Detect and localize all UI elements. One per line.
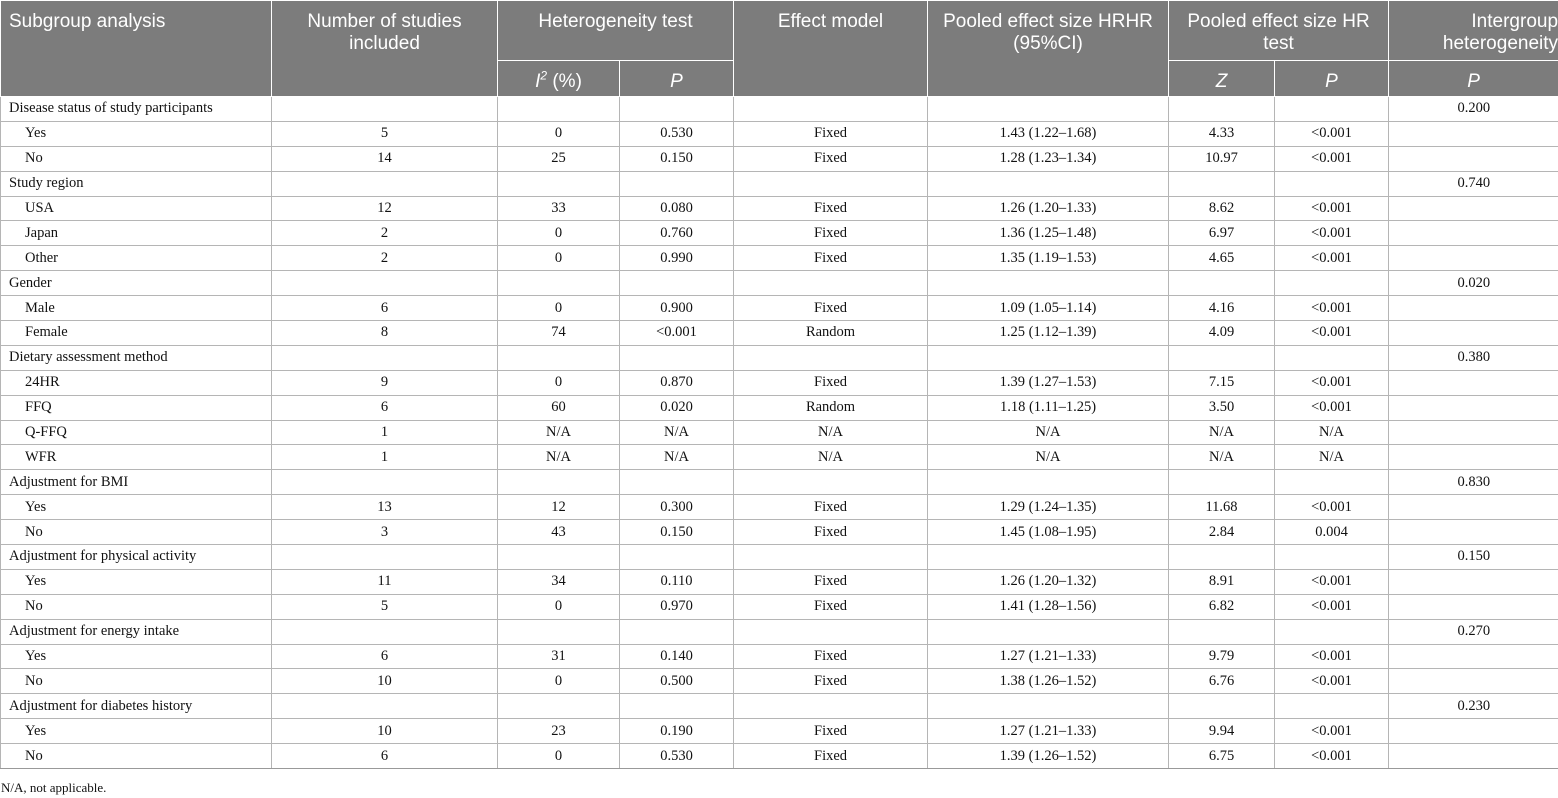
i2-cell: 0 — [498, 594, 620, 619]
hr-p-cell: <0.001 — [1275, 644, 1389, 669]
num-studies-cell: 13 — [272, 495, 498, 520]
header-heterogeneity-p: P — [620, 61, 734, 97]
z-cell — [1169, 271, 1275, 296]
z-cell: 4.65 — [1169, 246, 1275, 271]
num-studies-cell: 6 — [272, 644, 498, 669]
group-row — [1, 619, 1558, 644]
subgroup-row — [1, 445, 1558, 470]
header-i2 — [498, 61, 620, 97]
header-hr-p: P — [1275, 61, 1389, 97]
pooled-hr-cell — [928, 545, 1169, 570]
heterogeneity-p-cell: 0.190 — [620, 719, 734, 744]
num-studies-cell: 1 — [272, 420, 498, 445]
subgroup-row — [1, 719, 1558, 744]
pooled-hr-cell: 1.39 (1.26–1.52) — [928, 744, 1169, 769]
subgroup-row — [1, 221, 1558, 246]
header-i2-unit: (%) — [547, 71, 582, 92]
heterogeneity-p-cell: 0.530 — [620, 744, 734, 769]
hr-p-cell: <0.001 — [1275, 719, 1389, 744]
num-studies-cell — [272, 694, 498, 719]
num-studies-cell: 5 — [272, 594, 498, 619]
group-row — [1, 694, 1558, 719]
pooled-hr-cell — [928, 470, 1169, 495]
effect-model-cell — [734, 470, 928, 495]
hr-p-cell: <0.001 — [1275, 221, 1389, 246]
group-label: Adjustment for physical activity — [1, 545, 272, 570]
num-studies-cell: 9 — [272, 370, 498, 395]
num-studies-cell: 1 — [272, 445, 498, 470]
heterogeneity-p-cell: 0.150 — [620, 146, 734, 171]
intergroup-p-cell — [1389, 296, 1558, 321]
subgroup-label: No — [1, 146, 272, 171]
header-subgroup-analysis: Subgroup analysis — [1, 1, 272, 97]
intergroup-p-cell — [1389, 669, 1558, 694]
effect-model-cell: Fixed — [734, 569, 928, 594]
heterogeneity-p-cell — [620, 470, 734, 495]
num-studies-cell: 12 — [272, 196, 498, 221]
num-studies-cell: 3 — [272, 520, 498, 545]
intergroup-p-cell: 0.380 — [1389, 345, 1558, 370]
z-cell: 8.62 — [1169, 196, 1275, 221]
effect-model-cell: Fixed — [734, 520, 928, 545]
hr-p-cell: <0.001 — [1275, 669, 1389, 694]
effect-model-cell: Random — [734, 321, 928, 346]
group-label: Adjustment for BMI — [1, 470, 272, 495]
pooled-hr-cell: 1.27 (1.21–1.33) — [928, 719, 1169, 744]
header-i2-letter: I — [535, 71, 541, 92]
pooled-hr-cell: 1.09 (1.05–1.14) — [928, 296, 1169, 321]
i2-cell — [498, 619, 620, 644]
z-cell: 6.76 — [1169, 669, 1275, 694]
header-intergroup-p: P — [1389, 61, 1558, 97]
table-header — [1, 1, 1558, 97]
subgroup-label: Yes — [1, 569, 272, 594]
i2-cell: 33 — [498, 196, 620, 221]
z-cell: 3.50 — [1169, 395, 1275, 420]
num-studies-cell — [272, 345, 498, 370]
heterogeneity-p-cell: N/A — [620, 445, 734, 470]
i2-cell: 31 — [498, 644, 620, 669]
z-cell: 4.09 — [1169, 321, 1275, 346]
effect-model-cell — [734, 545, 928, 570]
subgroup-row — [1, 569, 1558, 594]
effect-model-cell: N/A — [734, 420, 928, 445]
i2-cell: 0 — [498, 221, 620, 246]
intergroup-p-cell — [1389, 246, 1558, 271]
hr-p-cell: <0.001 — [1275, 196, 1389, 221]
heterogeneity-p-cell: 0.870 — [620, 370, 734, 395]
heterogeneity-p-cell: 0.990 — [620, 246, 734, 271]
pooled-hr-cell: 1.26 (1.20–1.32) — [928, 569, 1169, 594]
pooled-hr-cell: 1.35 (1.19–1.53) — [928, 246, 1169, 271]
pooled-hr-cell: 1.36 (1.25–1.48) — [928, 221, 1169, 246]
hr-p-cell: <0.001 — [1275, 121, 1389, 146]
hr-p-cell — [1275, 545, 1389, 570]
intergroup-p-cell — [1389, 146, 1558, 171]
z-cell — [1169, 619, 1275, 644]
num-studies-cell: 2 — [272, 221, 498, 246]
effect-model-cell: Fixed — [734, 221, 928, 246]
subgroup-label: Yes — [1, 644, 272, 669]
subgroup-row — [1, 296, 1558, 321]
heterogeneity-p-cell — [620, 545, 734, 570]
subgroup-row — [1, 669, 1558, 694]
header-effect-model: Effect model — [734, 1, 928, 97]
intergroup-p-cell — [1389, 719, 1558, 744]
effect-model-cell: Fixed — [734, 370, 928, 395]
pooled-hr-cell: 1.25 (1.12–1.39) — [928, 321, 1169, 346]
subgroup-row — [1, 594, 1558, 619]
i2-cell: 12 — [498, 495, 620, 520]
hr-p-cell — [1275, 619, 1389, 644]
pooled-hr-cell: 1.38 (1.26–1.52) — [928, 669, 1169, 694]
i2-cell — [498, 694, 620, 719]
i2-cell: 25 — [498, 146, 620, 171]
heterogeneity-p-cell: 0.150 — [620, 520, 734, 545]
table-footnote: N/A, not applicable. — [1, 780, 107, 795]
num-studies-cell — [272, 470, 498, 495]
intergroup-p-cell: 0.020 — [1389, 271, 1558, 296]
heterogeneity-p-cell: 0.900 — [620, 296, 734, 321]
hr-p-cell — [1275, 470, 1389, 495]
heterogeneity-p-cell: 0.110 — [620, 569, 734, 594]
effect-model-cell: Fixed — [734, 669, 928, 694]
subgroup-row — [1, 146, 1558, 171]
i2-cell — [498, 171, 620, 196]
hr-p-cell: N/A — [1275, 445, 1389, 470]
intergroup-p-cell — [1389, 520, 1558, 545]
group-label: Dietary assessment method — [1, 345, 272, 370]
num-studies-cell — [272, 545, 498, 570]
z-cell: 9.94 — [1169, 719, 1275, 744]
z-cell: 7.15 — [1169, 370, 1275, 395]
num-studies-cell — [272, 171, 498, 196]
hr-p-cell: 0.004 — [1275, 520, 1389, 545]
hr-p-cell: <0.001 — [1275, 370, 1389, 395]
subgroup-label: Yes — [1, 719, 272, 744]
pooled-hr-cell: N/A — [928, 420, 1169, 445]
intergroup-p-cell — [1389, 445, 1558, 470]
hr-p-cell: <0.001 — [1275, 569, 1389, 594]
pooled-hr-cell: 1.28 (1.23–1.34) — [928, 146, 1169, 171]
heterogeneity-p-cell — [620, 271, 734, 296]
num-studies-cell: 8 — [272, 321, 498, 346]
subgroup-row — [1, 246, 1558, 271]
heterogeneity-p-cell — [620, 345, 734, 370]
intergroup-p-cell: 0.230 — [1389, 694, 1558, 719]
z-cell — [1169, 171, 1275, 196]
effect-model-cell: Fixed — [734, 296, 928, 321]
effect-model-cell: N/A — [734, 445, 928, 470]
effect-model-cell: Fixed — [734, 196, 928, 221]
pooled-hr-cell — [928, 345, 1169, 370]
hr-p-cell: <0.001 — [1275, 296, 1389, 321]
effect-model-cell: Fixed — [734, 594, 928, 619]
effect-model-cell: Fixed — [734, 146, 928, 171]
subgroup-row — [1, 321, 1558, 346]
pooled-hr-cell — [928, 97, 1169, 122]
group-row — [1, 171, 1558, 196]
z-cell: 10.97 — [1169, 146, 1275, 171]
i2-cell — [498, 271, 620, 296]
pooled-hr-cell: 1.43 (1.22–1.68) — [928, 121, 1169, 146]
i2-cell — [498, 545, 620, 570]
i2-cell: N/A — [498, 420, 620, 445]
num-studies-cell: 10 — [272, 669, 498, 694]
subgroup-label: USA — [1, 196, 272, 221]
group-row — [1, 97, 1558, 122]
pooled-hr-cell — [928, 619, 1169, 644]
effect-model-cell — [734, 619, 928, 644]
intergroup-p-cell — [1389, 221, 1558, 246]
z-cell: 4.16 — [1169, 296, 1275, 321]
num-studies-cell: 11 — [272, 569, 498, 594]
effect-model-cell: Fixed — [734, 246, 928, 271]
num-studies-cell: 6 — [272, 744, 498, 769]
pooled-hr-cell: 1.29 (1.24–1.35) — [928, 495, 1169, 520]
group-row — [1, 470, 1558, 495]
pooled-hr-cell — [928, 271, 1169, 296]
intergroup-p-cell: 0.270 — [1389, 619, 1558, 644]
subgroup-label: No — [1, 669, 272, 694]
i2-cell: 0 — [498, 744, 620, 769]
heterogeneity-p-cell — [620, 619, 734, 644]
heterogeneity-p-cell: 0.970 — [620, 594, 734, 619]
hr-p-cell: <0.001 — [1275, 395, 1389, 420]
effect-model-cell: Random — [734, 395, 928, 420]
hr-p-cell — [1275, 694, 1389, 719]
hr-p-cell: <0.001 — [1275, 744, 1389, 769]
i2-cell: 43 — [498, 520, 620, 545]
z-cell: 9.79 — [1169, 644, 1275, 669]
i2-cell: N/A — [498, 445, 620, 470]
subgroup-label: No — [1, 744, 272, 769]
z-cell — [1169, 345, 1275, 370]
pooled-hr-cell: 1.41 (1.28–1.56) — [928, 594, 1169, 619]
subgroup-label: Other — [1, 246, 272, 271]
heterogeneity-p-cell: 0.500 — [620, 669, 734, 694]
num-studies-cell — [272, 271, 498, 296]
subgroup-label: Japan — [1, 221, 272, 246]
pooled-hr-cell — [928, 171, 1169, 196]
z-cell: 8.91 — [1169, 569, 1275, 594]
z-cell: N/A — [1169, 445, 1275, 470]
effect-model-cell — [734, 345, 928, 370]
intergroup-p-cell — [1389, 594, 1558, 619]
hr-p-cell: <0.001 — [1275, 246, 1389, 271]
subgroup-row — [1, 495, 1558, 520]
header-pooled-effect-size: Pooled effect size HRHR (95%CI) — [928, 1, 1169, 97]
group-label: Gender — [1, 271, 272, 296]
subgroup-label: WFR — [1, 445, 272, 470]
subgroup-label: 24HR — [1, 370, 272, 395]
effect-model-cell — [734, 271, 928, 296]
heterogeneity-p-cell — [620, 97, 734, 122]
subgroup-label: FFQ — [1, 395, 272, 420]
subgroup-row — [1, 744, 1558, 769]
effect-model-cell: Fixed — [734, 719, 928, 744]
pooled-hr-cell — [928, 694, 1169, 719]
header-intergroup-heterogeneity: Intergroup heterogeneity — [1389, 1, 1558, 61]
pooled-hr-cell: N/A — [928, 445, 1169, 470]
table-body — [1, 97, 1558, 769]
i2-cell: 0 — [498, 296, 620, 321]
hr-p-cell: <0.001 — [1275, 495, 1389, 520]
z-cell: 6.75 — [1169, 744, 1275, 769]
i2-cell: 0 — [498, 121, 620, 146]
heterogeneity-p-cell — [620, 171, 734, 196]
num-studies-cell: 2 — [272, 246, 498, 271]
subgroup-label: Yes — [1, 121, 272, 146]
heterogeneity-p-cell: 0.020 — [620, 395, 734, 420]
intergroup-p-cell: 0.150 — [1389, 545, 1558, 570]
subgroup-row — [1, 121, 1558, 146]
subgroup-row — [1, 420, 1558, 445]
hr-p-cell: <0.001 — [1275, 594, 1389, 619]
i2-cell — [498, 470, 620, 495]
intergroup-p-cell — [1389, 644, 1558, 669]
group-row — [1, 345, 1558, 370]
header-pooled-hr-test: Pooled effect size HR test — [1169, 1, 1389, 61]
i2-cell — [498, 97, 620, 122]
pooled-hr-cell: 1.27 (1.21–1.33) — [928, 644, 1169, 669]
z-cell: N/A — [1169, 420, 1275, 445]
num-studies-cell: 10 — [272, 719, 498, 744]
heterogeneity-p-cell: <0.001 — [620, 321, 734, 346]
z-cell — [1169, 470, 1275, 495]
i2-cell: 60 — [498, 395, 620, 420]
header-i2-superscript: 2 — [540, 68, 548, 83]
effect-model-cell: Fixed — [734, 495, 928, 520]
hr-p-cell — [1275, 271, 1389, 296]
z-cell — [1169, 694, 1275, 719]
heterogeneity-p-cell: 0.080 — [620, 196, 734, 221]
pooled-hr-cell: 1.26 (1.20–1.33) — [928, 196, 1169, 221]
i2-cell: 34 — [498, 569, 620, 594]
z-cell: 6.97 — [1169, 221, 1275, 246]
intergroup-p-cell — [1389, 395, 1558, 420]
intergroup-p-cell — [1389, 420, 1558, 445]
effect-model-cell: Fixed — [734, 744, 928, 769]
z-cell — [1169, 545, 1275, 570]
intergroup-p-cell — [1389, 121, 1558, 146]
subgroup-label: No — [1, 520, 272, 545]
hr-p-cell — [1275, 345, 1389, 370]
hr-p-cell — [1275, 97, 1389, 122]
hr-p-cell: <0.001 — [1275, 146, 1389, 171]
subgroup-label: Yes — [1, 495, 272, 520]
hr-p-cell — [1275, 171, 1389, 196]
heterogeneity-p-cell: 0.530 — [620, 121, 734, 146]
intergroup-p-cell — [1389, 321, 1558, 346]
heterogeneity-p-cell: 0.300 — [620, 495, 734, 520]
effect-model-cell — [734, 171, 928, 196]
heterogeneity-p-cell — [620, 694, 734, 719]
intergroup-p-cell — [1389, 196, 1558, 221]
header-heterogeneity-test: Heterogeneity test — [498, 1, 734, 61]
subgroup-row — [1, 395, 1558, 420]
subgroup-row — [1, 370, 1558, 395]
heterogeneity-p-cell: N/A — [620, 420, 734, 445]
num-studies-cell — [272, 619, 498, 644]
effect-model-cell — [734, 694, 928, 719]
header-number-of-studies: Number of studies included — [272, 1, 498, 97]
intergroup-p-cell — [1389, 495, 1558, 520]
z-cell: 2.84 — [1169, 520, 1275, 545]
i2-cell: 0 — [498, 370, 620, 395]
z-cell: 4.33 — [1169, 121, 1275, 146]
group-label: Adjustment for energy intake — [1, 619, 272, 644]
subgroup-row — [1, 520, 1558, 545]
group-row — [1, 545, 1558, 570]
subgroup-label: Q-FFQ — [1, 420, 272, 445]
subgroup-label: Male — [1, 296, 272, 321]
group-label: Disease status of study participants — [1, 97, 272, 122]
intergroup-p-cell — [1389, 744, 1558, 769]
group-label: Adjustment for diabetes history — [1, 694, 272, 719]
hr-p-cell: N/A — [1275, 420, 1389, 445]
intergroup-p-cell: 0.200 — [1389, 97, 1558, 122]
group-row — [1, 271, 1558, 296]
i2-cell: 0 — [498, 246, 620, 271]
pooled-hr-cell: 1.39 (1.27–1.53) — [928, 370, 1169, 395]
group-label: Study region — [1, 171, 272, 196]
pooled-hr-cell: 1.18 (1.11–1.25) — [928, 395, 1169, 420]
effect-model-cell: Fixed — [734, 644, 928, 669]
num-studies-cell: 5 — [272, 121, 498, 146]
subgroup-label: No — [1, 594, 272, 619]
effect-model-cell: Fixed — [734, 121, 928, 146]
pooled-hr-cell: 1.45 (1.08–1.95) — [928, 520, 1169, 545]
header-z: Z — [1169, 61, 1275, 97]
num-studies-cell: 6 — [272, 395, 498, 420]
intergroup-p-cell: 0.830 — [1389, 470, 1558, 495]
subgroup-label: Female — [1, 321, 272, 346]
i2-cell: 74 — [498, 321, 620, 346]
num-studies-cell — [272, 97, 498, 122]
heterogeneity-p-cell: 0.140 — [620, 644, 734, 669]
z-cell — [1169, 97, 1275, 122]
intergroup-p-cell — [1389, 569, 1558, 594]
num-studies-cell: 14 — [272, 146, 498, 171]
i2-cell: 23 — [498, 719, 620, 744]
num-studies-cell: 6 — [272, 296, 498, 321]
effect-model-cell — [734, 97, 928, 122]
z-cell: 6.82 — [1169, 594, 1275, 619]
subgroup-row — [1, 644, 1558, 669]
subgroup-row — [1, 196, 1558, 221]
i2-cell — [498, 345, 620, 370]
intergroup-p-cell: 0.740 — [1389, 171, 1558, 196]
hr-p-cell: <0.001 — [1275, 321, 1389, 346]
heterogeneity-p-cell: 0.760 — [620, 221, 734, 246]
intergroup-p-cell — [1389, 370, 1558, 395]
i2-cell: 0 — [498, 669, 620, 694]
z-cell: 11.68 — [1169, 495, 1275, 520]
